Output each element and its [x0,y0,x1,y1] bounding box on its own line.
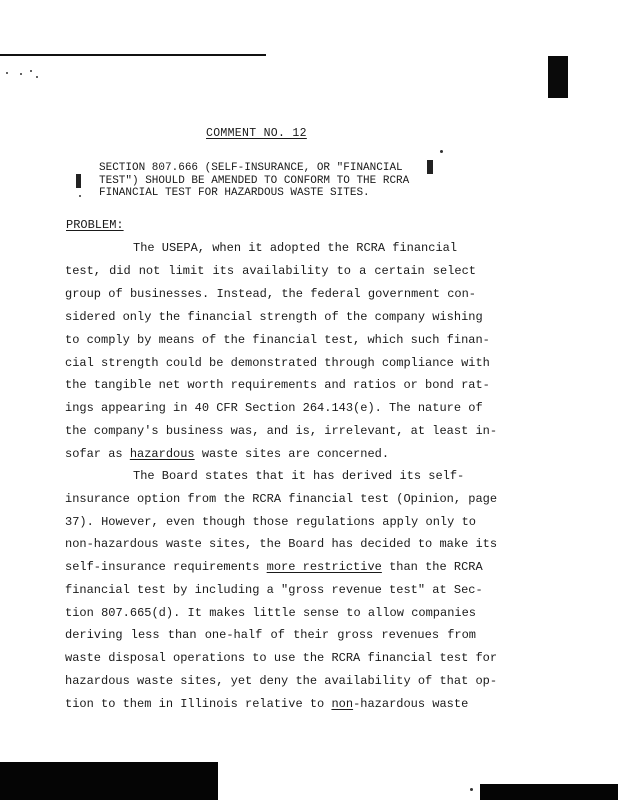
comment-title: COMMENT NO. 12 [206,127,307,140]
problem-label: PROBLEM: [66,218,124,232]
paragraph-line: financial test by including a "gross revenue test" at Sec- [65,583,483,597]
text-run: waste sites are concerned. [201,447,390,461]
paragraph-line: The Board states that it has derived its self- [133,469,465,483]
paragraph-line: cial strength could be demonstrated through compliance with [65,356,490,370]
scan-speck [30,70,32,72]
scan-speck [20,73,22,75]
text-run: self-insurance requirements [65,560,260,574]
paragraph-line: sidered only the financial strength of the company wishing [65,310,483,324]
paragraph-line: tion 807.665(d). It makes little sense to allow companies [65,606,476,620]
text-run: tion to them in Illinois relative to [65,697,325,711]
scan-blot [76,174,81,188]
scan-speck [6,72,8,74]
underlined-term: hazardous [129,447,195,461]
scan-blot [427,160,433,174]
paragraph-line: deriving less than one-half of their gross revenues from [65,628,476,642]
paragraph-line: hazardous waste sites, yet deny the availability of that op- [65,674,498,688]
paragraph-line: to comply by means of the financial test, which such finan- [65,333,490,347]
scan-speck [79,195,81,197]
paragraph-line [65,697,476,711]
text-run: than the RCRA [389,560,483,574]
paragraph-line [65,560,483,574]
paragraph-line: insurance option from the RCRA financial test (Opinion, page [65,492,498,506]
paragraph-line [65,447,476,461]
section-heading: SECTION 807.666 (SELF-INSURANCE, OR "FINANCIAL TEST") SHOULD BE AMENDED TO CONFORM TO THE RCRA FINANCIAL TEST FOR HAZARDOUS WASTE SITES. [99,162,410,199]
scan-speck [440,150,443,153]
paragraph-line: the company's business was, and is, irrelevant, at least in- [65,424,498,438]
text-run: -hazardous waste [353,697,469,711]
paragraph-line: non-hazardous waste sites, the Board has decided to make its [65,537,498,551]
scan-bottom-right-mark [480,784,618,800]
paragraph-line: test, did not limit its availability to a certain select [65,264,476,278]
scan-speck [470,788,473,791]
text-run: sofar as [65,447,123,461]
scan-top-rule [0,54,266,56]
paragraph-line: waste disposal operations to use the RCRA financial test for [65,651,498,665]
paragraph-line: 37). However, even though those regulations apply only to [65,515,476,529]
underlined-term: non [331,697,354,711]
paragraph-line: the tangible net worth requirements and ratios or bond rat- [65,378,490,392]
paragraph-line: The USEPA, when it adopted the RCRA financial [133,241,458,255]
scan-speck [36,76,38,78]
scan-edge-mark [548,56,568,98]
paragraph-line: ings appearing in 40 CFR Section 264.143(e). The nature of [65,401,483,415]
paragraph-line: group of businesses. Instead, the federal government con- [65,287,476,301]
underlined-term: more restrictive [266,560,382,574]
scan-bottom-left-mark [0,762,218,800]
